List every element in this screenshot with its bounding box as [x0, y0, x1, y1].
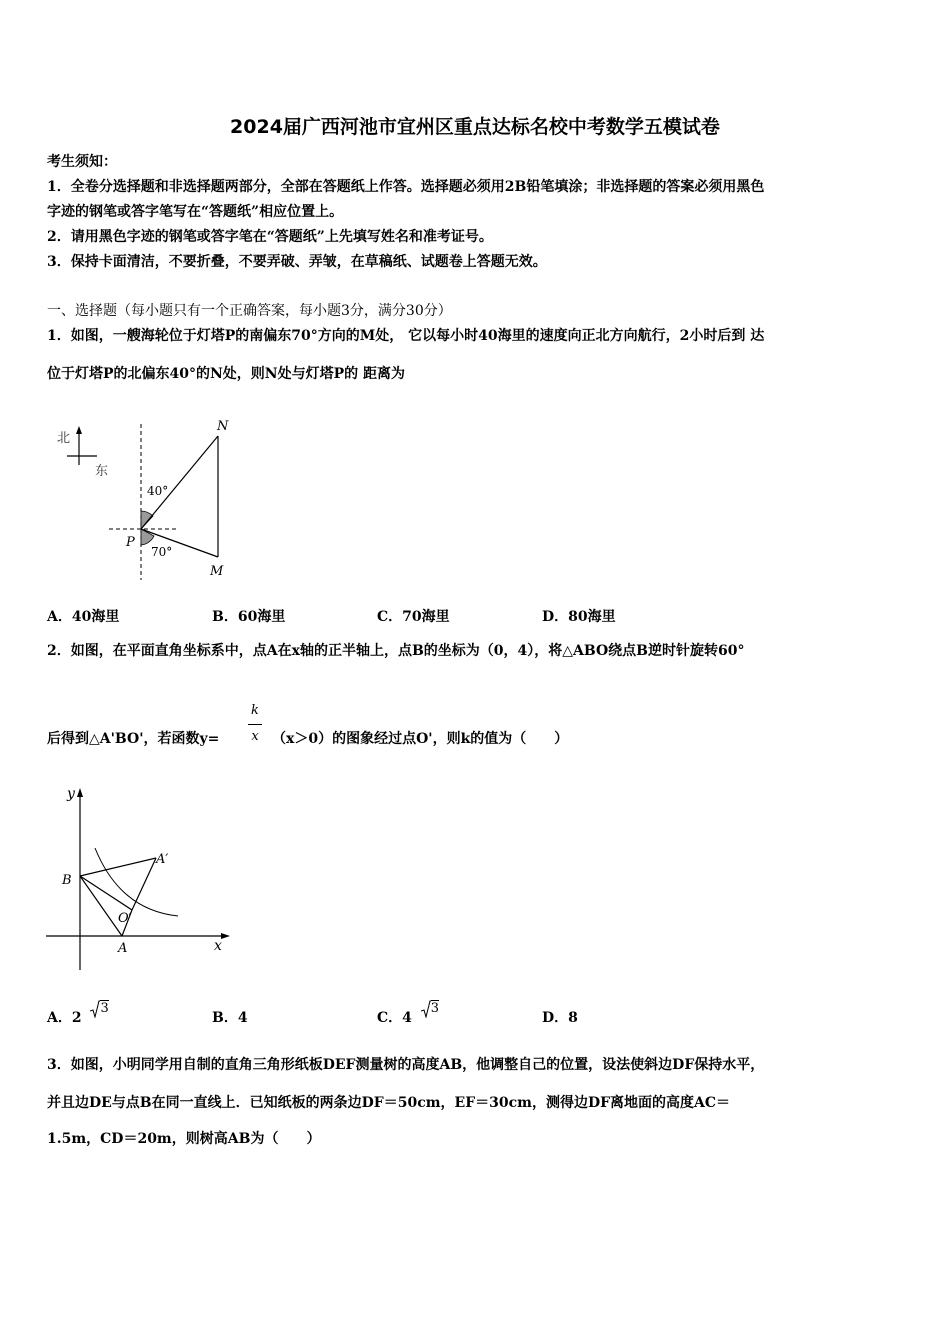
y-axis-label: y — [67, 786, 75, 802]
notice-item-1-line-2: 字迹的钢笔或答字笔写在“答题纸”相应位置上。 — [47, 204, 344, 220]
question-2-option-a — [47, 1001, 109, 1029]
angle-70-label: 70° — [151, 545, 173, 559]
option-a-sqrt — [90, 999, 108, 1019]
question-3-line-3: 1.5m，CD＝20m，则树高AB为（ ） — [47, 1131, 321, 1147]
question-2-line-2-prefix: 后得到△A'BO'，若函数y= — [47, 731, 220, 747]
option-c-sqrt — [421, 999, 439, 1019]
notice-heading: 考生须知： — [47, 154, 117, 170]
fraction-numerator: k — [251, 703, 259, 718]
question-3-line-1: 3．如图，小明同学用自制的直角三角形纸板DEF测量树的高度AB，他调整自己的位置，设法使斜边DF保持水平， — [47, 1057, 765, 1073]
notice-item-2: 2．请用黑色字迹的钢笔或答字笔在“答题纸”上先填写姓名和准考证号。 — [47, 229, 493, 245]
point-a-label: A — [118, 941, 128, 956]
point-n-label: N — [217, 419, 229, 434]
option-c-label: C．4 — [377, 1010, 412, 1026]
x-axis-label: x — [214, 938, 222, 954]
section-heading: 一、选择题（每小题只有一个正确答案，每小题3分，满分30分） — [47, 303, 452, 319]
question-2-option-d: D．8 — [542, 1010, 578, 1026]
question-2-line-2-suffix: （x＞0）的图象经过点O'，则k的值为（ ） — [272, 731, 569, 747]
point-p-label: P — [126, 535, 135, 550]
question-1-option-c: C．70海里 — [377, 609, 450, 625]
option-c-radicand: 3 — [430, 1001, 440, 1016]
page-title: 2024届广西河池市宜州区重点达标名校中考数学五模试卷 — [230, 116, 720, 138]
notice-item-3: 3．保持卡面清洁，不要折叠，不要弄破、弄皱，在草稿纸、试题卷上答题无效。 — [47, 254, 547, 270]
question-3-line-2: 并且边DE与点B在同一直线上．已知纸板的两条边DF＝50cm，EF＝30cm，测得边DF离地面的高度AC＝ — [47, 1095, 731, 1111]
question-1-option-b: B．60海里 — [212, 609, 286, 625]
fraction-bar — [248, 724, 262, 725]
question-1-option-d: D．80海里 — [542, 609, 616, 625]
question-2-figure — [40, 780, 240, 980]
option-a-radicand: 3 — [100, 1001, 109, 1016]
north-label: 北 — [57, 431, 71, 446]
angle-40-label: 40° — [147, 484, 169, 498]
question-2-line-1: 2．如图，在平面直角坐标系中，点A在x轴的正半轴上，点B的坐标为（0，4），将△ABO绕点B逆时针旋转60° — [47, 643, 745, 659]
option-a-label: A．2 — [47, 1010, 82, 1026]
point-o-prime-label: O′ — [118, 911, 132, 926]
question-1-figure — [47, 410, 262, 585]
question-1-line-1: 1．如图，一艘海轮位于灯塔P的南偏东70°方向的M处， 它以每小时40海里的速度向正北方向航行，2小时后到 达 — [47, 328, 765, 344]
point-b-label: B — [62, 873, 72, 888]
sqrt-icon — [421, 1000, 431, 1018]
point-m-label: M — [210, 564, 224, 579]
fraction-denominator: x — [251, 729, 259, 744]
point-a-prime-label: A′ — [156, 852, 169, 867]
question-2-option-c — [377, 1001, 440, 1029]
sqrt-icon — [90, 1000, 100, 1018]
question-1-line-2: 位于灯塔P的北偏东40°的N处，则N处与灯塔P的 距离为 — [47, 366, 406, 382]
east-label: 东 — [95, 464, 109, 479]
notice-item-1-line-1: 1．全卷分选择题和非选择题两部分，全部在答题纸上作答。选择题必须用2B铅笔填涂；非选择题的答案必须用黑色 — [47, 179, 765, 195]
question-1-option-a: A．40海里 — [47, 609, 120, 625]
question-2-option-b: B．4 — [212, 1010, 248, 1026]
